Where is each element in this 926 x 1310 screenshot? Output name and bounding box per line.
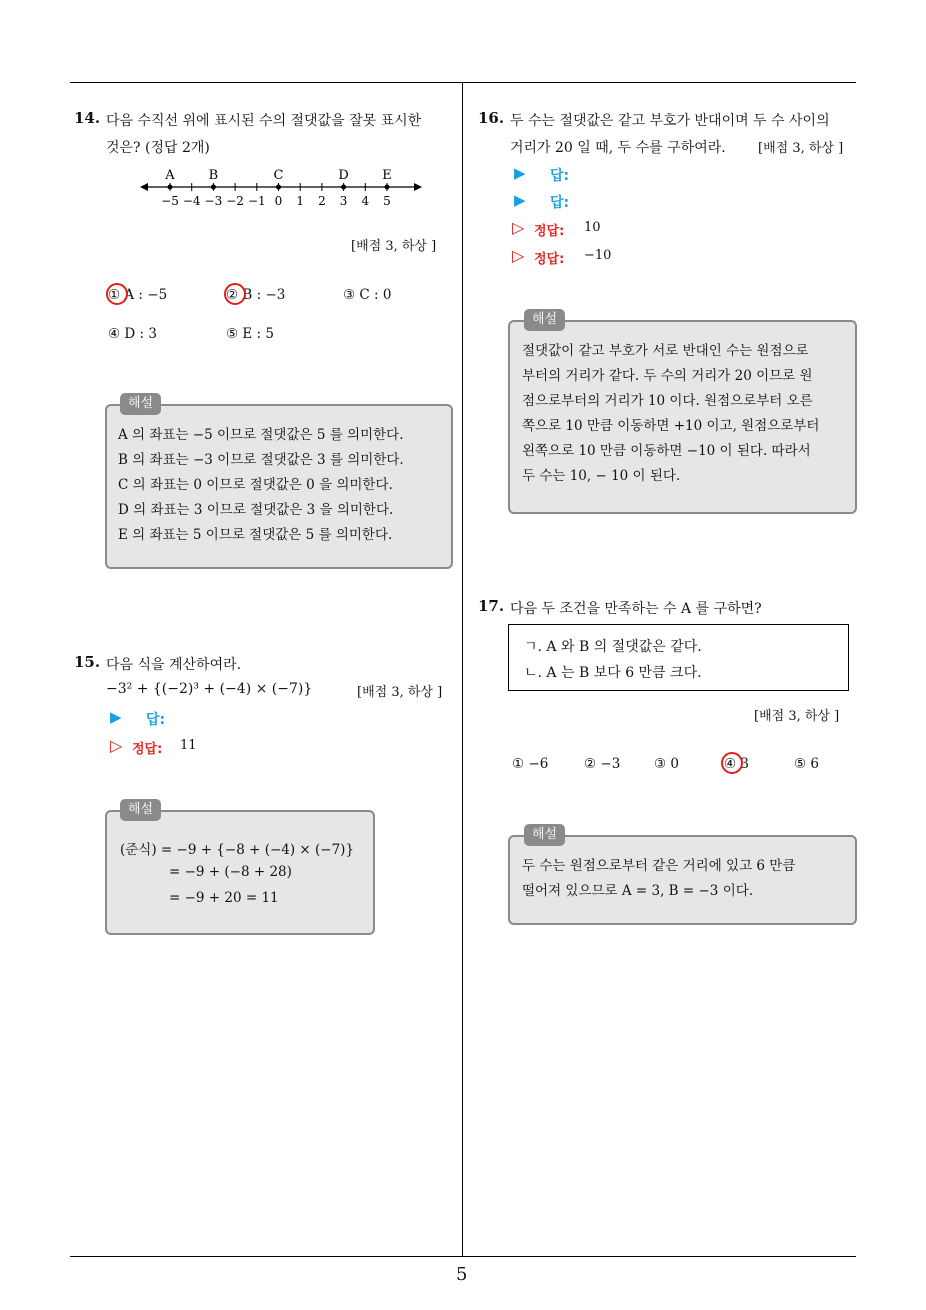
q16-explanation-line: 쪽으로 10 만큼 이동하면 +10 이고, 원점으로부터 (522, 418, 820, 434)
answer-arrow-icon: ▶ (514, 164, 526, 182)
number-line-tick-label: 3 (339, 194, 348, 208)
answer-arrow-icon: ▶ (110, 708, 122, 726)
q15-answer-label: 답: (146, 712, 166, 728)
top-rule (70, 82, 856, 83)
q17-option-4[interactable]: ④ 3 (724, 756, 749, 772)
q14-explanation-text (118, 423, 404, 548)
q16-explanation-line: 두 수는 10, − 10 이 된다. (522, 468, 681, 484)
q16-answer-label-1: 답: (550, 168, 570, 184)
number-line-points (164, 168, 391, 190)
q15-expression: −3² + {(−2)³ + (−4) × (−7)} (106, 681, 313, 697)
q16-explanation-tag: 해설 (524, 309, 565, 331)
q14-option-4[interactable]: ④ D : 3 (108, 326, 157, 342)
q15-correct-label: 정답: (132, 742, 163, 757)
correct-arrow-icon: ▷ (512, 218, 525, 237)
answer-arrow-icon: ▶ (514, 191, 526, 209)
q14-meta: [배점 3, 하상 ] (351, 239, 437, 254)
q16-explanation-line: 점으로부터의 거리가 10 이다. 원점으로부터 오른 (522, 393, 813, 409)
number-line-point-label: D (338, 168, 349, 183)
q17-condition-1: ㄱ. A 와 B 의 절댓값은 같다. (524, 639, 702, 655)
q16-correct-value-1: 10 (584, 220, 601, 235)
q17-option-2[interactable]: ② −3 (584, 756, 621, 772)
q17-option-1[interactable]: ① −6 (512, 756, 549, 772)
q15-explanation-line3: = −9 + 20 = 11 (169, 890, 279, 906)
number-line-tick-label: −4 (182, 194, 201, 208)
number-line-tick-label: 1 (296, 194, 305, 208)
q14-option-2[interactable]: ② B : −3 (226, 287, 286, 303)
q17-circle-mark (721, 752, 743, 774)
q14-number-line (140, 165, 430, 210)
q14-option-3[interactable]: ③ C : 0 (343, 287, 392, 303)
number-line-point (385, 185, 390, 190)
column-divider (462, 82, 463, 1257)
number-line-point-label: E (382, 168, 392, 183)
number-line-point-label: C (273, 168, 284, 183)
number-line-tick-label: −2 (226, 194, 244, 208)
q17-number: 17. (478, 597, 505, 615)
number-line-point (341, 185, 346, 190)
correct-arrow-icon: ▷ (110, 736, 123, 755)
number-line-point (276, 185, 281, 190)
q15-text: 다음 식을 계산하여라. (106, 657, 242, 673)
q16-correct-label-2: 정답: (534, 252, 565, 267)
q17-option-3[interactable]: ③ 0 (654, 756, 679, 772)
q16-meta: [배점 3, 하상 ] (758, 141, 844, 156)
q17-text: 다음 두 조건을 만족하는 수 A 를 구하면? (510, 601, 762, 617)
q14-explanation-line: B 의 좌표는 −3 이므로 절댓값은 3 를 의미한다. (118, 452, 404, 468)
number-line-point (168, 185, 173, 190)
q14-explanation-line: D 의 좌표는 3 이므로 절댓값은 3 을 의미한다. (118, 502, 394, 518)
q16-answer-label-2: 답: (550, 195, 570, 211)
q17-explanation-line: 두 수는 원점으로부터 같은 거리에 있고 6 만큼 (522, 858, 796, 874)
q16-explanation-line: 절댓값이 같고 부호가 서로 반대인 수는 원점으로 (522, 343, 809, 359)
correct-arrow-icon: ▷ (512, 246, 525, 265)
number-line-point (211, 185, 216, 190)
q14-circle-mark-1 (106, 283, 128, 305)
page-number: 5 (456, 1264, 468, 1285)
q14-text-line2: 것은? (정답 2개) (106, 140, 210, 156)
q17-option-5[interactable]: ⑤ 6 (794, 756, 819, 772)
q16-explanation-line: 부터의 거리가 같다. 두 수의 거리가 20 이므로 원 (522, 368, 813, 384)
q14-option-5[interactable]: ⑤ E : 5 (226, 326, 274, 342)
q16-explanation-text (522, 339, 819, 489)
q15-explanation-line1: (준식) = −9 + {−8 + (−4) × (−7)} (120, 842, 355, 858)
number-line-tick-label: 2 (318, 194, 326, 208)
q16-explanation-line: 왼쪽으로 10 만큼 이동하면 −10 이 된다. 따라서 (522, 443, 811, 459)
number-line-tick-label: −1 (247, 194, 266, 208)
number-line-tick-label: 0 (274, 194, 283, 208)
q16-correct-value-2: −10 (584, 248, 612, 263)
number-line-tick-label: −3 (204, 194, 223, 208)
q14-explanation-line: C 의 좌표는 0 이므로 절댓값은 0 을 의미한다. (118, 477, 393, 493)
number-line-point-label: B (208, 168, 219, 183)
q15-explanation-line2: = −9 + (−8 + 28) (169, 864, 292, 880)
q16-correct-label-1: 정답: (534, 224, 565, 239)
q16-text-line1: 두 수는 절댓값은 같고 부호가 반대이며 두 수 사이의 (510, 113, 830, 129)
q14-explanation-tag: 해설 (120, 393, 161, 415)
q17-explanation-line: 떨어져 있으므로 A = 3, B = −3 이다. (522, 883, 754, 899)
bottom-rule (70, 1256, 856, 1257)
q17-explanation-text (522, 854, 795, 904)
q14-explanation-line: A 의 좌표는 −5 이므로 절댓값은 5 를 의미한다. (118, 427, 404, 443)
q16-text-line2: 거리가 20 일 때, 두 수를 구하여라. (510, 140, 726, 156)
number-line-tick-label: −5 (161, 194, 179, 208)
q17-meta: [배점 3, 하상 ] (754, 709, 840, 724)
q16-number: 16. (478, 109, 505, 127)
q17-condition-2: ㄴ. A 는 B 보다 6 만큼 크다. (524, 665, 702, 681)
q14-number: 14. (74, 109, 101, 127)
q14-circle-mark-2 (224, 283, 246, 305)
q15-number: 15. (74, 653, 101, 671)
q14-option-1[interactable]: ① A : −5 (108, 287, 168, 303)
number-line-tick-label: 4 (361, 194, 370, 208)
q17-explanation-tag: 해설 (524, 824, 565, 846)
q15-explanation-tag: 해설 (120, 799, 161, 821)
q14-text-line1: 다음 수직선 위에 표시된 수의 절댓값을 잘못 표시한 (106, 113, 422, 129)
number-line-point-label: A (165, 168, 175, 183)
number-line-tick-label: 5 (383, 194, 391, 208)
q15-correct-value: 11 (180, 738, 197, 753)
q15-meta: [배점 3, 하상 ] (357, 685, 443, 700)
q14-explanation-line: E 의 좌표는 5 이므로 절댓값은 5 를 의미한다. (118, 527, 393, 543)
